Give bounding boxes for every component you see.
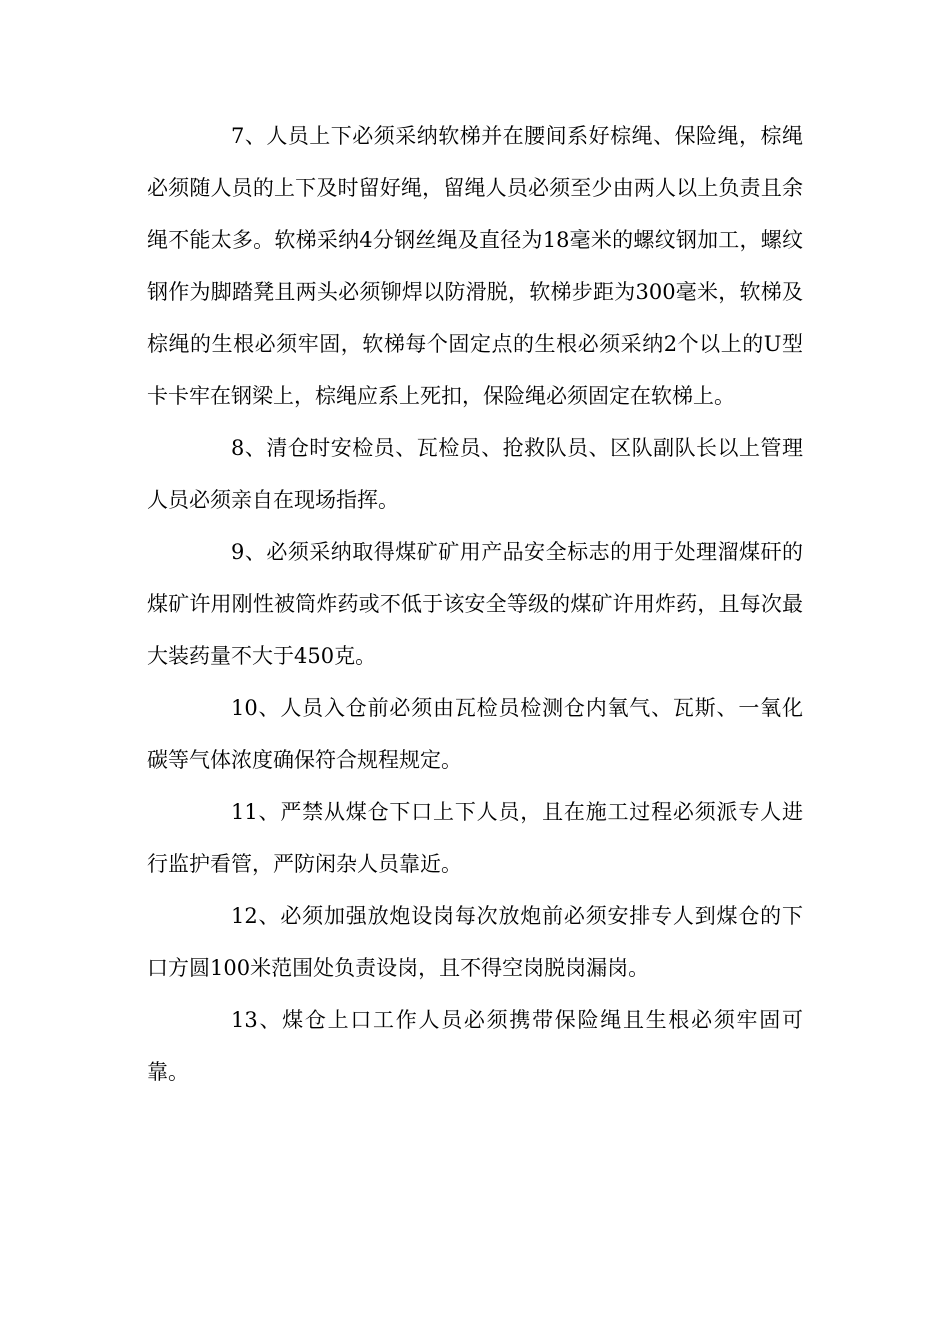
document-body bbox=[147, 110, 803, 1098]
paragraph-item-8: 8、清仓时安检员、瓦检员、抢救队员、区队副队长以上管理人员必须亲自在现场指挥。 bbox=[147, 436, 803, 512]
paragraph-item-7: 7、人员上下必须采纳软梯并在腰间系好棕绳、保险绳，棕绳必须随人员的上下及时留好绳，留绳人员必须至少由两人以上负责且余绳不能太多。软梯采纳4分钢丝绳及直径为18毫米的螺纹钢加工，螺纹钢作为脚踏凳且两头必须铆焊以防滑脱，软梯步距为300毫米，软梯及棕绳的生根必须牢固，软梯每个固定点的生根必须采纳2个以上的U型卡卡牢在钢梁上，棕绳应系上死扣，保险绳必须固定在软梯上。 bbox=[147, 124, 803, 408]
paragraph-item-11: 11、严禁从煤仓下口上下人员，且在施工过程必须派专人进行监护看管，严防闲杂人员靠近。 bbox=[147, 800, 803, 876]
paragraph-item-10: 10、人员入仓前必须由瓦检员检测仓内氧气、瓦斯、一氧化碳等气体浓度确保符合规程规定。 bbox=[147, 696, 803, 772]
paragraph-item-9: 9、必须采纳取得煤矿矿用产品安全标志的用于处理溜煤矸的煤矿许用刚性被筒炸药或不低于该安全等级的煤矿许用炸药，且每次最大装药量不大于450克。 bbox=[147, 540, 803, 668]
paragraph-item-13: 13、煤仓上口工作人员必须携带保险绳且生根必须牢固可靠。 bbox=[147, 1008, 803, 1084]
paragraph-item-12: 12、必须加强放炮设岗每次放炮前必须安排专人到煤仓的下口方圆100米范围处负责设岗，且不得空岗脱岗漏岗。 bbox=[147, 904, 803, 980]
